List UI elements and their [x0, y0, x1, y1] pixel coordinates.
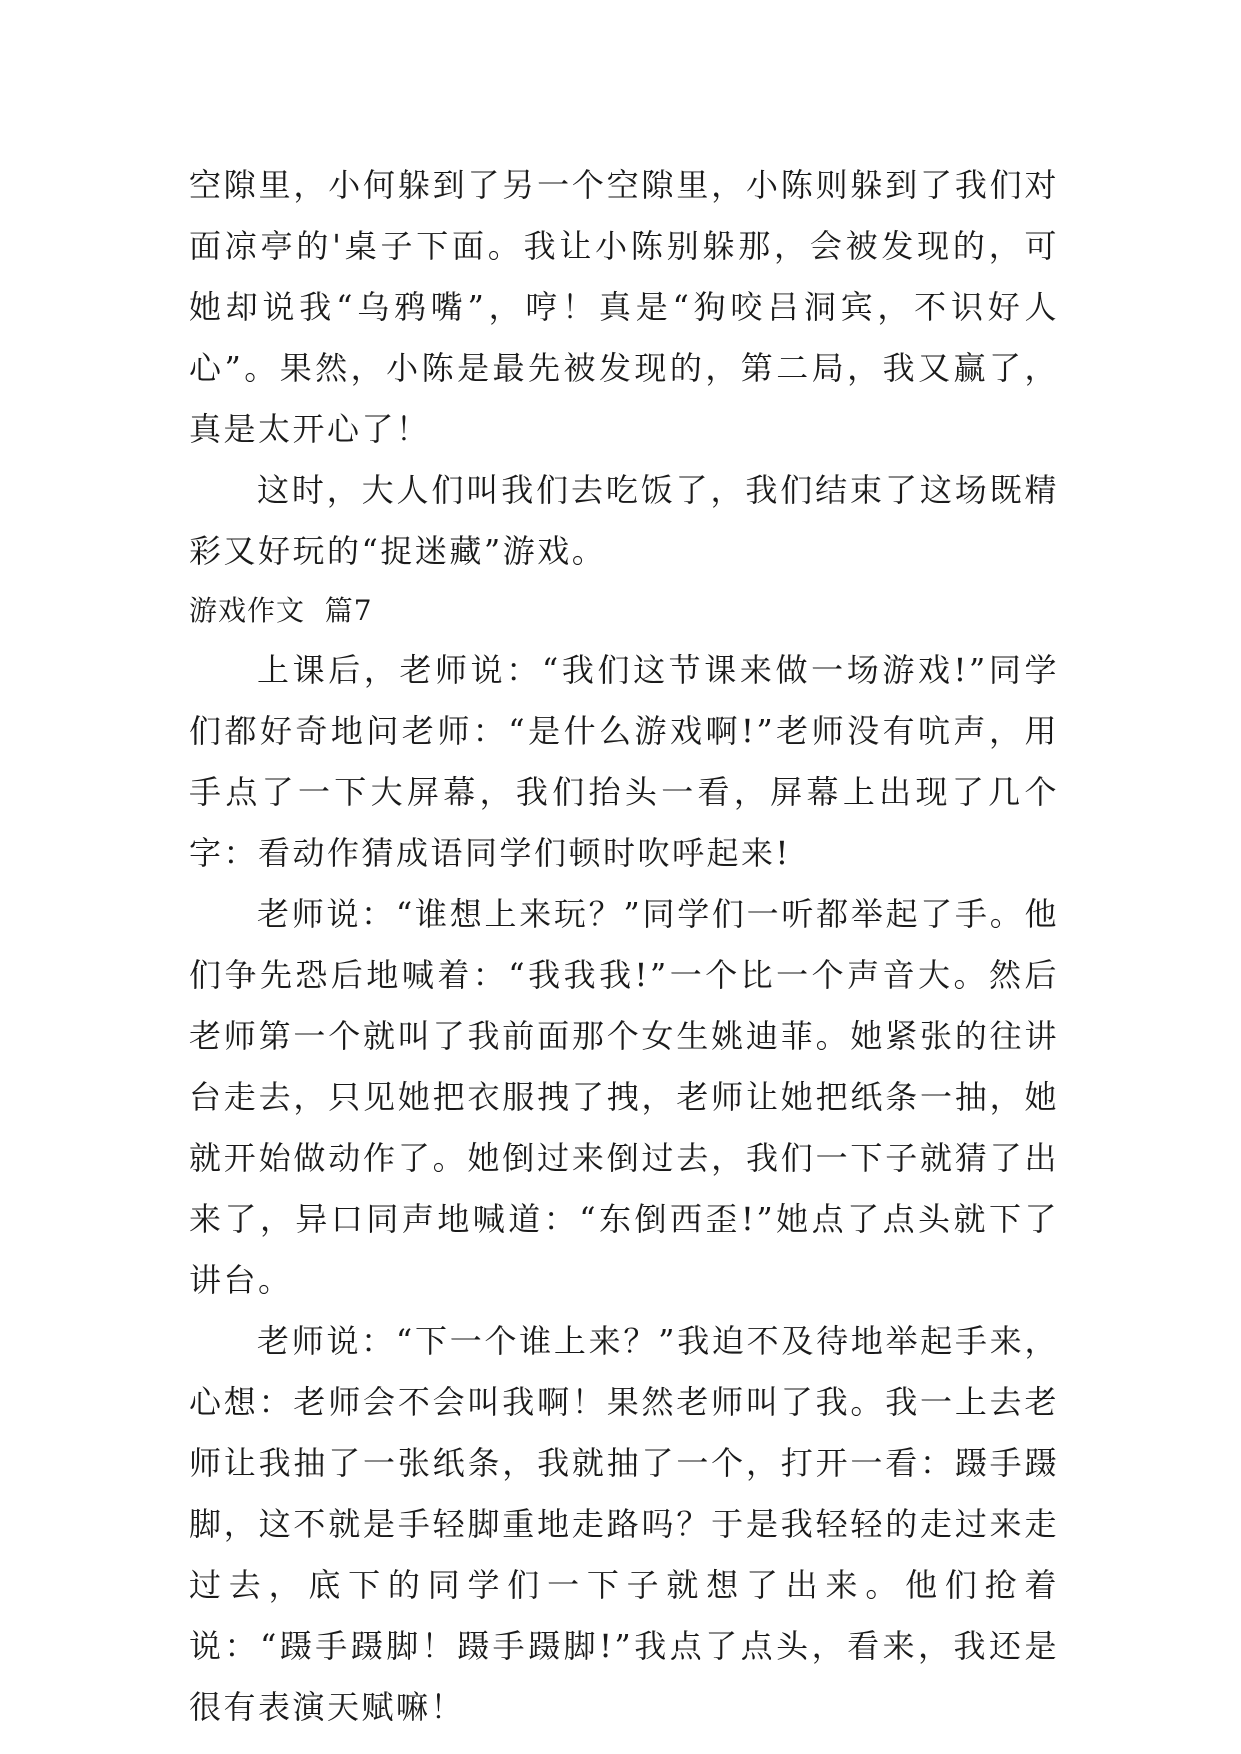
paragraph-hide-and-seek-ending: 这时，大人们叫我们去吃饭了，我们结束了这场既精彩又好玩的“捉迷藏”游戏。 — [189, 471, 1059, 570]
document-page — [189, 155, 1059, 1738]
paragraph-my-turn: 老师说：“下一个谁上来？”我迫不及待地举起手来，心想：老师会不会叫我啊！果然老师叫了我。我一上去老师让我抽了一张纸条，我就抽了一个，打开一看：蹑手蹑脚，这不就是手轻脚重地走路吗？于是我轻轻的走过来走过去，底下的同学们一下子就想了出来。他们抢着说：“蹑手蹑脚！蹑手蹑脚!”我点了点头，看来，我还是很有表演天赋嘛！ — [189, 1322, 1059, 1726]
paragraph-first-player: 老师说：“谁想上来玩？”同学们一听都举起了手。他们争先恐后地喊着：“我我我!”一个比一个声音大。然后老师第一个就叫了我前面那个女生姚迪菲。她紧张的往讲台走去，只见她把衣服拽了拽，老师让她把纸条一抽，她就开始做动作了。她倒过来倒过去，我们一下子就猜了出来了，异口同声地喊道：“东倒西歪!”她点了点头就下了讲台。 — [189, 895, 1059, 1299]
paragraph-class-game-intro: 上课后，老师说：“我们这节课来做一场游戏!”同学们都好奇地问老师：“是什么游戏啊!”老师没有吭声，用手点了一下大屏幕，我们抬头一看，屏幕上出现了几个字：看动作猜成语同学们顿时吹呼起来! — [189, 651, 1059, 872]
paragraph-hide-and-seek-round-two: 空隙里，小何躲到了另一个空隙里，小陈则躲到了我们对面凉亭的'桌子下面。我让小陈别躲那，会被发现的，可她却说我“乌鸦嘴”，哼！真是“狗咬吕洞宾，不识好人心”。果然，小陈是最先被发现的，第二局，我又赢了，真是太开心了！ — [189, 166, 1059, 448]
section-heading: 游戏作文 篇7 — [189, 594, 373, 627]
